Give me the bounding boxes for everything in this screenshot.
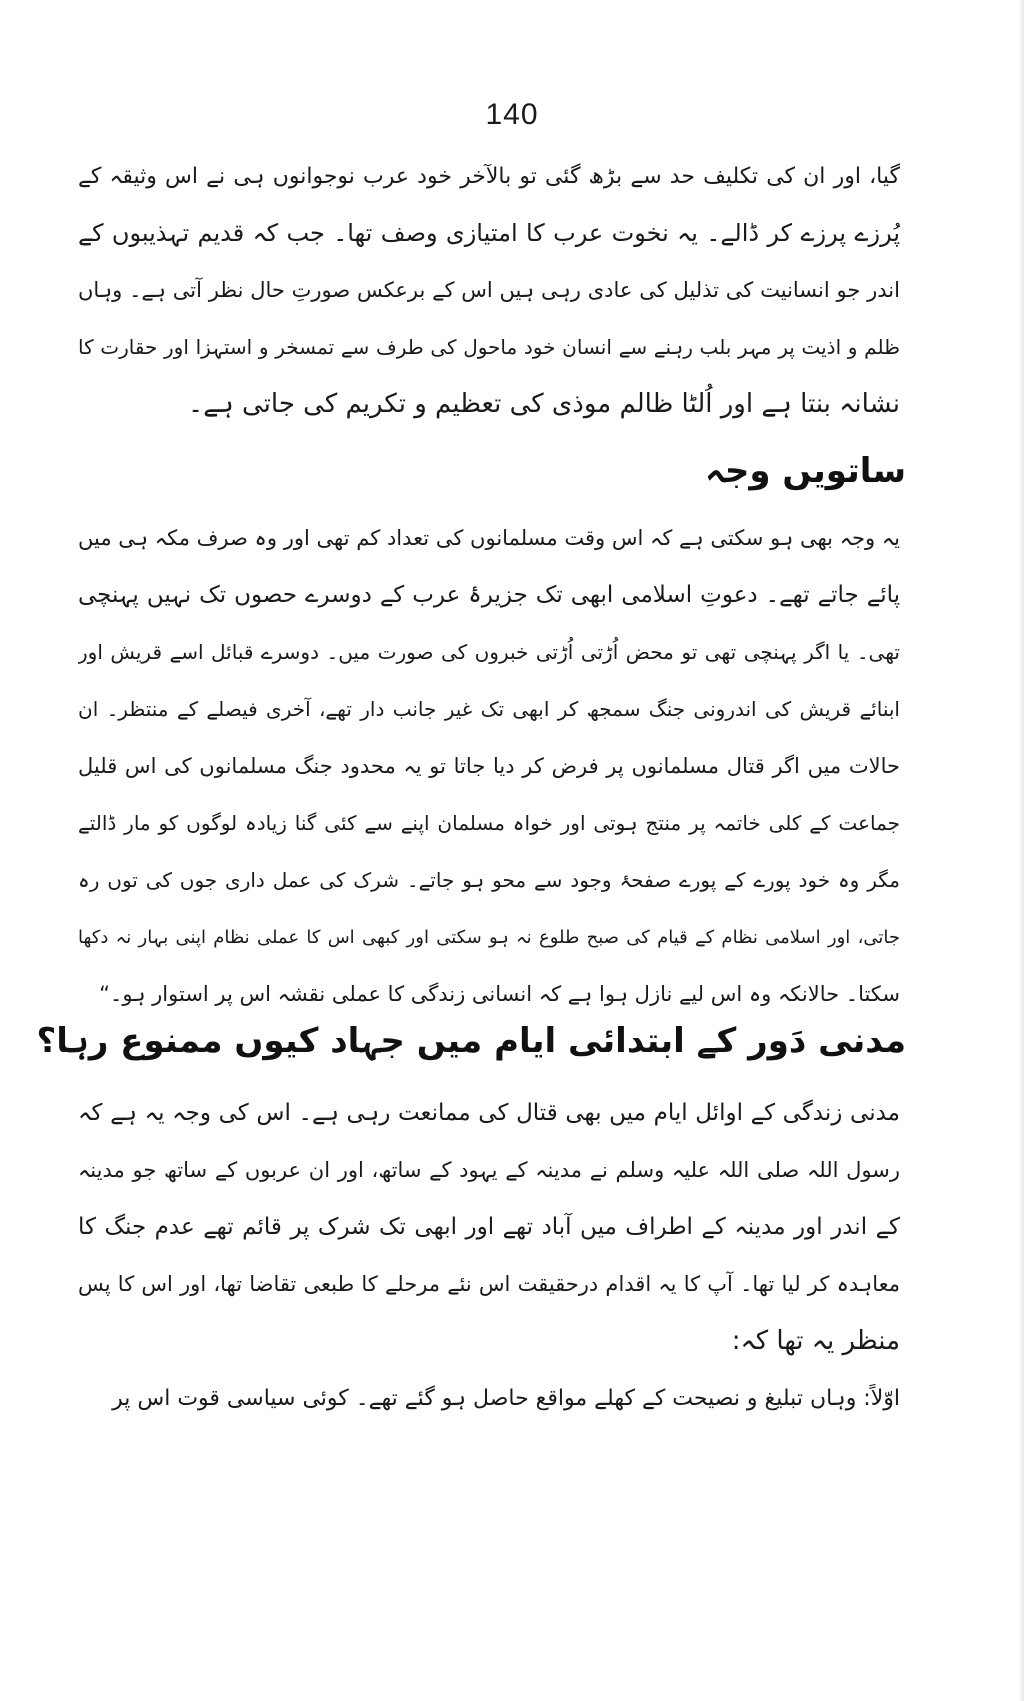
text-line: حالات میں اگر قتال مسلمانوں پر فرض کر دیا جاتا تو یہ محدود جنگ مسلمانوں کی اس قلیل	[78, 754, 900, 778]
text-line: رسول اللہ صلی اللہ علیہ وسلم نے مدینہ کے یہود کے ساتھ، اور ان عربوں کے ساتھ جو مدینہ	[78, 1158, 900, 1182]
paragraph-continuation	[78, 148, 900, 433]
text-line: معاہدہ کر لیا تھا۔ آپ کا یہ اقدام درحقیقت اس نئے مرحلے کا طبعی تقاضا تھا، اور اس کا پس	[78, 1272, 900, 1296]
text-line: اوّلاً: وہاں تبلیغ و نصیحت کے کھلے مواقع حاصل ہو گئے تھے۔ کوئی سیاسی قوت اس پر	[112, 1386, 900, 1411]
paragraph-madani-period	[78, 1085, 900, 1427]
text-line: مگر وہ خود پورے کے پورے صفحۂ وجود سے محو ہو جاتے۔ شرک کی عمل داری جوں کی توں رہ	[78, 868, 900, 892]
text-line: یہ وجہ بھی ہو سکتی ہے کہ اس وقت مسلمانوں کی تعداد کم تھی اور وہ صرف مکہ ہی میں	[78, 526, 900, 550]
text-line: گیا، اور ان کی تکلیف حد سے بڑھ گئی تو بالآخر خود عرب نوجوانوں ہی نے اس وثیقہ کے	[78, 164, 900, 189]
text-line: جاتی، اور اسلامی نظام کے قیام کی صبح طلوع نہ ہو سکتی اور کبھی اس کا عملی نظام اپنی بہار نہ دکھا	[78, 927, 900, 948]
text-line: ظلم و اذیت پر مہر بلب رہنے سے انسان خود ماحول کی طرف سے تمسخر و استہزا اور حقارت کا	[78, 335, 900, 359]
text-line: کے اندر اور مدینہ کے اطراف میں آباد تھے اور ابھی تک شرک پر قائم تھے عدم جنگ کا	[78, 1214, 900, 1240]
scan-edge	[1018, 0, 1024, 1701]
text-line: پُرزے پرزے کر ڈالے۔ یہ نخوت عرب کا امتیازی وصف تھا۔ جب کہ قدیم تہذیبوں کے	[78, 219, 900, 247]
text-line: مدنی زندگی کے اوائل ایام میں بھی قتال کی ممانعت رہی ہے۔ اس کی وجہ یہ ہے کہ	[78, 1100, 900, 1126]
page-number: 140	[485, 98, 539, 131]
text-line: پائے جاتے تھے۔ دعوتِ اسلامی ابھی تک جزیرۂ عرب کے دوسرے حصوں تک نہیں پہنچی	[78, 582, 900, 608]
text-line: ابنائے قریش کی اندرونی جنگ سمجھ کر ابھی تک غیر جانب دار تھے، آخری فیصلے کے منتظر۔ ان	[78, 697, 900, 721]
text-line: نشانہ بنتا ہے اور اُلٹا ظالم موذی کی تعظیم و تکریم کی جاتی ہے۔	[188, 389, 900, 419]
section-heading: ساتویں وجہ	[704, 451, 906, 491]
text-line: جماعت کے کلی خاتمہ پر منتج ہوتی اور خواہ مسلمان اپنے سے کئی گنا زیادہ لوگوں کو مار ڈالتے	[78, 811, 900, 835]
paragraph-seventh-reason	[78, 510, 900, 1023]
text-line: منظر یہ تھا کہ:	[731, 1326, 900, 1356]
section-heading: مدنی دَور کے ابتدائی ایام میں جہاد کیوں ممنوع رہا؟	[36, 1021, 906, 1061]
text-line: اندر جو انسانیت کی تذلیل کی عادی رہی ہیں اس کے برعکس صورتِ حال نظر آتی ہے۔ وہاں	[78, 278, 900, 302]
text-line: تھی۔ یا اگر پہنچی تھی تو محض اُڑتی اُڑتی خبروں کی صورت میں۔ دوسرے قبائل اسے قریش اور	[78, 640, 900, 664]
text-line: سکتا۔ حالانکہ وہ اس لیے نازل ہوا ہے کہ انسانی زندگی کا عملی نقشہ اس پر استوار ہو۔“	[99, 982, 900, 1006]
